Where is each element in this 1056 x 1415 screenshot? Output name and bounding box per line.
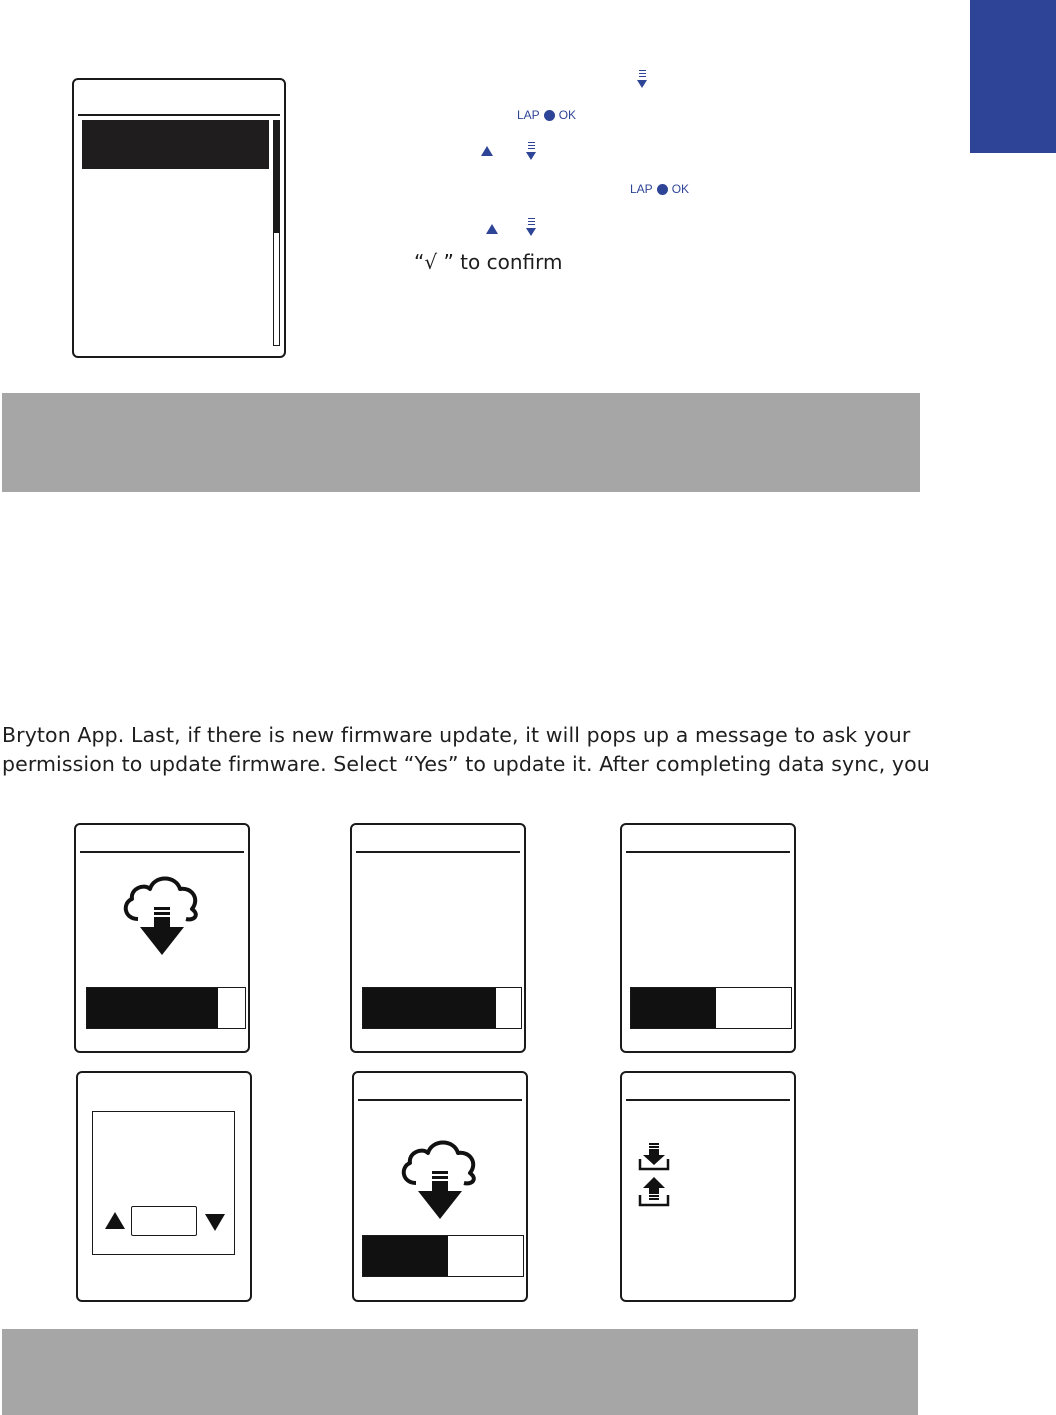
menu-down-icon [524,142,538,160]
device-screen-progress [620,823,796,1053]
lap-ok-button-icon: LAP OK [517,108,577,122]
screen-header-divider [358,1099,522,1101]
note-band [2,1329,918,1415]
up-arrow-icon [481,146,493,156]
note-band [2,393,920,492]
progress-bar [362,1235,524,1277]
progress-bar [86,987,246,1029]
cloud-download-icon [118,871,206,961]
device-screen-download [352,1071,528,1302]
selection-box[interactable] [131,1206,197,1236]
upload-icon [638,1177,670,1207]
progress-bar-fill [631,988,716,1028]
chapter-tab [970,0,1056,153]
device-screen-menu [72,78,286,358]
screen-header-divider [626,851,790,853]
screen-header-divider [356,851,520,853]
device-screen-download [74,823,250,1053]
dialog-box [92,1111,235,1255]
scrollbar-thumb [274,121,279,233]
progress-bar-fill [87,988,218,1028]
progress-bar [630,987,792,1029]
device-screen-sync-list [620,1071,796,1302]
confirm-instruction: “√ ” to confirm [414,250,563,274]
cloud-download-icon [396,1135,484,1225]
scrollbar-track [273,120,280,346]
download-icon [638,1143,670,1171]
up-arrow-icon [486,224,498,234]
body-text-line: permission to update firmware. Select “Yes” to update it. After completing data sync, you [2,752,930,776]
lap-ok-button-icon: LAP OK [630,182,690,196]
progress-bar-fill [363,1236,448,1276]
down-triangle-icon[interactable] [205,1214,225,1231]
progress-bar-fill [363,988,496,1028]
menu-item-selected [82,120,269,169]
device-screen-progress [350,823,526,1053]
up-triangle-icon[interactable] [105,1212,125,1229]
menu-down-icon [524,218,538,236]
screen-header-divider [626,1099,790,1101]
screen-header-divider [80,851,244,853]
device-screen-firmware-prompt [76,1071,252,1302]
screen-header-divider [78,114,280,116]
progress-bar [362,987,522,1029]
body-text-line: Bryton App. Last, if there is new firmware update, it will pops up a message to ask your [2,723,911,747]
menu-down-icon [635,70,649,88]
